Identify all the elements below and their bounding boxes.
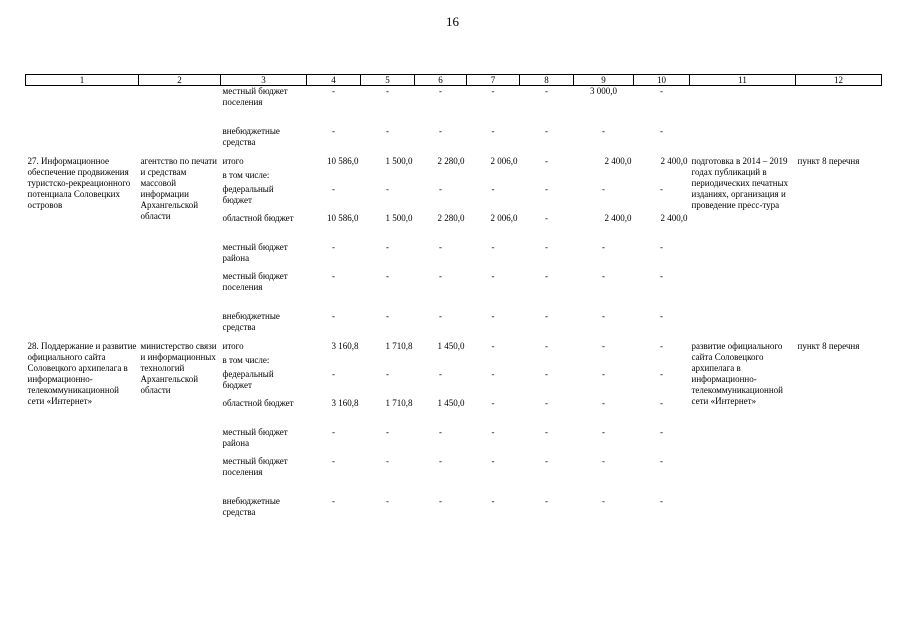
cell-value: - bbox=[660, 456, 663, 466]
cell-value: - bbox=[602, 456, 605, 466]
cell-value: - bbox=[386, 86, 389, 96]
cell-value: - bbox=[602, 398, 605, 408]
source-label: внебюджетные средства bbox=[222, 311, 280, 332]
cell-value: - bbox=[660, 311, 663, 321]
cell-value: - bbox=[332, 427, 335, 437]
cell-value: - bbox=[386, 126, 389, 136]
cell-value: - bbox=[439, 86, 442, 96]
cell-value: - bbox=[491, 496, 495, 506]
column-header: 1 bbox=[26, 75, 139, 86]
event-name: 28. Поддержание и развитие официального сайта Соловецкого архипелага в информационно-телекоммуникационной сети «Интернет» bbox=[27, 341, 137, 406]
cell-value: - bbox=[386, 311, 389, 321]
column-header: 11 bbox=[690, 75, 796, 86]
cell-value: 2 400,0 bbox=[604, 156, 632, 166]
cell-value: - bbox=[545, 126, 548, 136]
cell-value: - bbox=[332, 184, 335, 194]
cell-value: - bbox=[491, 311, 495, 321]
source-label: в том числе: bbox=[222, 355, 270, 365]
cell-value: - bbox=[491, 126, 495, 136]
cell-value: - bbox=[660, 398, 663, 408]
event-name: 27. Информационное обеспечение продвижения туристско-рекреационного потенциала Соловецких островов bbox=[27, 156, 131, 210]
cell-value: - bbox=[545, 184, 548, 194]
cell-value: 1 450,0 bbox=[437, 398, 465, 408]
reference: пункт 8 перечня bbox=[797, 341, 860, 351]
table-row bbox=[26, 86, 882, 127]
cell-value: - bbox=[332, 496, 335, 506]
cell-value: - bbox=[545, 311, 548, 321]
cell-value: 1 450,0 bbox=[437, 341, 465, 351]
cell-value: - bbox=[332, 126, 335, 136]
cell-value: - bbox=[386, 271, 389, 281]
cell-value: - bbox=[332, 86, 335, 96]
cell-value: - bbox=[491, 456, 495, 466]
cell-value: - bbox=[602, 311, 605, 321]
column-header: 4 bbox=[307, 75, 361, 86]
cell-value: - bbox=[491, 398, 495, 408]
cell-value: - bbox=[439, 184, 442, 194]
cell-value: - bbox=[439, 311, 442, 321]
cell-value: - bbox=[660, 242, 663, 252]
source-label: итого bbox=[222, 341, 244, 351]
cell-value: - bbox=[545, 213, 548, 223]
cell-value: - bbox=[491, 86, 495, 96]
cell-value: - bbox=[602, 126, 605, 136]
cell-value: 2 280,0 bbox=[437, 156, 465, 166]
cell-value: - bbox=[386, 369, 389, 379]
cell-value: 2 280,0 bbox=[437, 213, 465, 223]
cell-value: - bbox=[439, 456, 442, 466]
cell-value: 3 160,8 bbox=[331, 398, 359, 408]
cell-value: 3 160,8 bbox=[331, 341, 359, 351]
cell-value: - bbox=[660, 86, 663, 96]
cell-value: 10 586,0 bbox=[327, 213, 359, 223]
executor: агентство по печати и средствам массовой информации Архангельской области bbox=[140, 156, 217, 221]
cell-value: - bbox=[660, 271, 663, 281]
cell-value: - bbox=[439, 369, 442, 379]
cell-value: - bbox=[660, 496, 663, 506]
executor: министерство связи и информационных технологий Архангельской области bbox=[140, 341, 217, 395]
cell-value: - bbox=[545, 456, 548, 466]
expected-result: подготовка в 2014 – 2019 годах публикаций в периодических печатных изданиях, организация и проведение пресс-тура bbox=[691, 156, 789, 210]
cell-value: - bbox=[602, 341, 605, 351]
cell-value: - bbox=[660, 341, 663, 351]
source-label: местный бюджет поселения bbox=[222, 456, 288, 477]
column-header: 6 bbox=[415, 75, 467, 86]
reference: пункт 8 перечня bbox=[797, 156, 860, 166]
source-label: внебюджетные средства bbox=[222, 496, 280, 517]
cell-value: - bbox=[660, 184, 663, 194]
expected-result: развитие официального сайта Соловецкого архипелага в информационно-телекоммуникационной сети «Интернет» bbox=[691, 341, 783, 406]
cell-value: 10 586,0 bbox=[327, 156, 359, 166]
cell-value: - bbox=[332, 369, 335, 379]
cell-value: - bbox=[660, 126, 663, 136]
column-header: 9 bbox=[574, 75, 634, 86]
column-header: 7 bbox=[467, 75, 520, 86]
table-row bbox=[26, 341, 882, 355]
cell-value: - bbox=[439, 271, 442, 281]
cell-value: - bbox=[545, 427, 548, 437]
cell-value: - bbox=[491, 271, 495, 281]
cell-value: - bbox=[602, 496, 605, 506]
cell-value: - bbox=[491, 427, 495, 437]
cell-value: - bbox=[545, 86, 548, 96]
column-header: 12 bbox=[796, 75, 882, 86]
cell-value: - bbox=[545, 341, 548, 351]
column-header: 10 bbox=[634, 75, 690, 86]
cell-value: - bbox=[386, 496, 389, 506]
cell-value: - bbox=[439, 496, 442, 506]
cell-value: - bbox=[332, 311, 335, 321]
cell-value: - bbox=[491, 369, 495, 379]
source-label: итого bbox=[222, 156, 244, 166]
cell-value: 3 000,0 bbox=[590, 86, 617, 96]
column-header: 8 bbox=[520, 75, 574, 86]
source-label: местный бюджет района bbox=[222, 427, 288, 448]
entry-27 bbox=[26, 156, 882, 341]
cell-value: - bbox=[545, 496, 548, 506]
table-row bbox=[26, 156, 882, 170]
cell-value: - bbox=[491, 242, 495, 252]
source-label: федеральный бюджет bbox=[222, 369, 274, 390]
cell-value: - bbox=[332, 242, 335, 252]
cell-value: - bbox=[386, 427, 389, 437]
column-header: 5 bbox=[361, 75, 415, 86]
entry-28 bbox=[26, 341, 882, 526]
page-number: 16 bbox=[446, 14, 459, 29]
cell-value: 1 500,0 bbox=[385, 213, 413, 223]
cell-value: - bbox=[439, 427, 442, 437]
cell-value: 2 400,0 bbox=[660, 213, 688, 223]
cell-value: - bbox=[545, 369, 548, 379]
column-header: 3 bbox=[221, 75, 307, 86]
cell-value: - bbox=[332, 456, 335, 466]
cell-value: - bbox=[602, 184, 605, 194]
source-label: в том числе: bbox=[222, 170, 270, 180]
cell-value: 2 400,0 bbox=[604, 213, 632, 223]
cell-value: - bbox=[439, 126, 442, 136]
cell-value: - bbox=[545, 398, 548, 408]
source-label: внебюджетные средства bbox=[222, 126, 280, 147]
column-number-row bbox=[26, 75, 882, 86]
cell-value: - bbox=[602, 242, 605, 252]
cell-value: 2 006,0 bbox=[490, 213, 518, 223]
cell-value: - bbox=[545, 271, 548, 281]
cell-value: - bbox=[602, 427, 605, 437]
cell-value: - bbox=[491, 341, 495, 351]
cell-value: - bbox=[386, 242, 389, 252]
cell-value: 2 400,0 bbox=[660, 156, 688, 166]
continuation-block bbox=[26, 86, 882, 157]
source-label: местный бюджет поселения bbox=[222, 86, 288, 107]
cell-value: - bbox=[660, 369, 663, 379]
column-header: 2 bbox=[139, 75, 221, 86]
program-table bbox=[25, 74, 882, 526]
cell-value: - bbox=[491, 184, 495, 194]
source-label: местный бюджет поселения bbox=[222, 271, 288, 292]
cell-value: - bbox=[386, 456, 389, 466]
source-label: областной бюджет bbox=[222, 398, 294, 408]
cell-value: 1 710,8 bbox=[385, 341, 413, 351]
cell-value: - bbox=[332, 271, 335, 281]
cell-value: 1 710,8 bbox=[385, 398, 413, 408]
source-label: местный бюджет района bbox=[222, 242, 288, 263]
cell-value: - bbox=[602, 271, 605, 281]
source-label: федеральный бюджет bbox=[222, 184, 274, 205]
cell-value: 2 006,0 bbox=[490, 156, 518, 166]
cell-value: - bbox=[439, 242, 442, 252]
source-label: областной бюджет bbox=[222, 213, 294, 223]
cell-value: - bbox=[545, 242, 548, 252]
cell-value: - bbox=[602, 369, 605, 379]
cell-value: - bbox=[545, 156, 548, 166]
cell-value: - bbox=[660, 427, 663, 437]
cell-value: 1 500,0 bbox=[385, 156, 413, 166]
cell-value: - bbox=[386, 184, 389, 194]
table-row bbox=[26, 126, 882, 156]
